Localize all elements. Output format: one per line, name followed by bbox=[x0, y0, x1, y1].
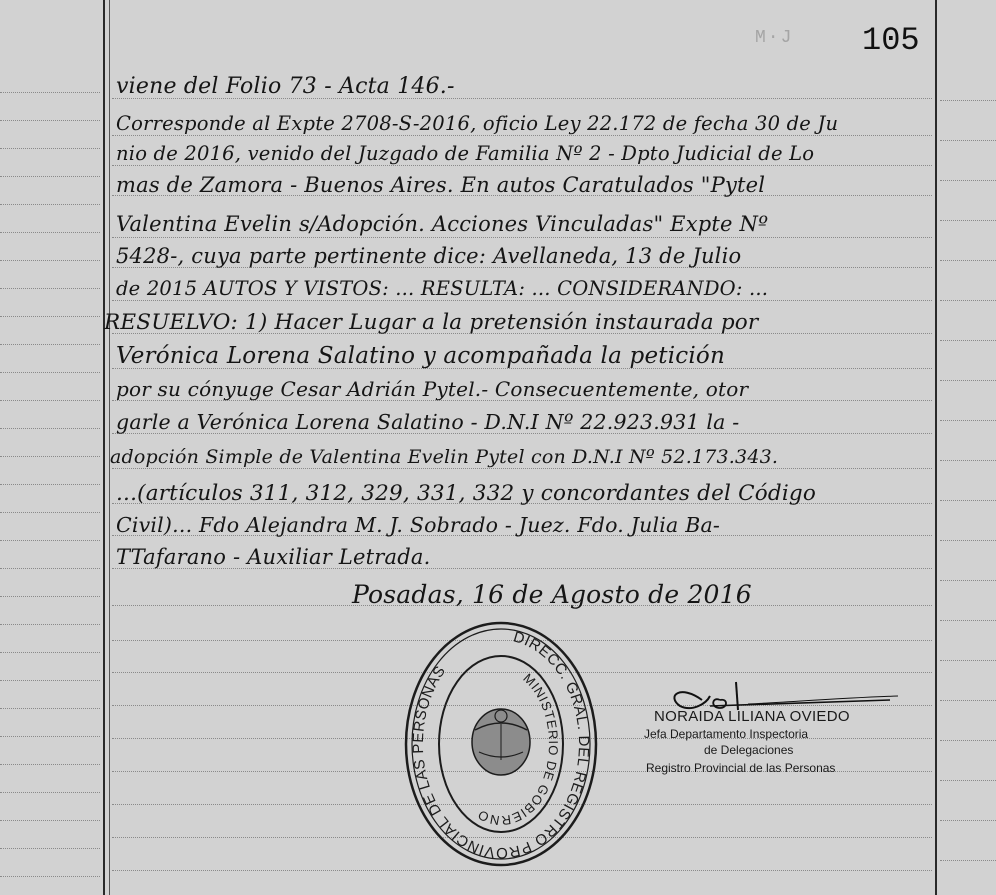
faint-stamp-mark: M·J bbox=[755, 28, 794, 48]
hand-line: nio de 2016, venido del Juzgado de Familia Nº 2 - Dpto Judicial de Lo bbox=[116, 142, 815, 165]
left-margin-line bbox=[103, 0, 105, 895]
stamp-inner-text: MINISTERIO DE GOBIERNO bbox=[474, 670, 562, 829]
hand-line: mas de Zamora - Buenos Aires. En autos Caratulados "Pytel bbox=[116, 173, 766, 197]
signatory-office: Registro Provincial de las Personas bbox=[646, 761, 836, 775]
hand-line: de 2015 AUTOS Y VISTOS: ... RESULTA: ... CONSIDERANDO: ... bbox=[116, 277, 769, 300]
hand-line: adopción Simple de Valentina Evelin Pytel con D.N.I Nº 52.173.343. bbox=[110, 446, 779, 468]
hand-line: Verónica Lorena Salatino y acompañada la petición bbox=[116, 343, 725, 369]
hand-line: ...(artículos 311, 312, 329, 331, 332 y concordantes del Código bbox=[116, 481, 817, 506]
hand-line: RESUELVO: 1) Hacer Lugar a la pretensión instaurada por bbox=[104, 310, 759, 335]
right-margin-line bbox=[935, 0, 937, 895]
hand-line: Valentina Evelin s/Adopción. Acciones Vinculadas" Expte Nº bbox=[116, 212, 769, 236]
official-stamp bbox=[403, 620, 599, 868]
folio-number: 105 bbox=[862, 22, 920, 59]
hand-line: TTafarano - Auxiliar Letrada. bbox=[116, 545, 431, 569]
signatory-name: NORAIDA LILIANA OVIEDO bbox=[654, 708, 850, 725]
hand-line: garle a Verónica Lorena Salatino - D.N.I Nº 22.923.931 la - bbox=[116, 410, 740, 434]
hand-line: por su cónyuge Cesar Adrián Pytel.- Consecuentemente, otor bbox=[116, 377, 749, 401]
signature-block bbox=[640, 670, 910, 790]
hand-line: viene del Folio 73 - Acta 146.- bbox=[116, 74, 455, 99]
hand-line: 5428-, cuya parte pertinente dice: Avellaneda, 13 de Julio bbox=[116, 244, 742, 268]
signatory-title: Jefa Departamento Inspectoria bbox=[644, 727, 809, 741]
hand-line: Corresponde al Expte 2708-S-2016, oficio Ley 22.172 de fecha 30 de Ju bbox=[116, 112, 839, 135]
hand-line: Civil)... Fdo Alejandra M. J. Sobrado - Juez. Fdo. Julia Ba- bbox=[116, 513, 721, 537]
signatory-department: de Delegaciones bbox=[704, 743, 794, 757]
place-date: Posadas, 16 de Agosto de 2016 bbox=[352, 580, 752, 609]
coat-of-arms-icon bbox=[472, 709, 530, 775]
stamp-outer-text: DIRECC. GRAL. DEL REGISTRO PROVINCIAL DE LAS PERSONAS bbox=[409, 628, 593, 862]
